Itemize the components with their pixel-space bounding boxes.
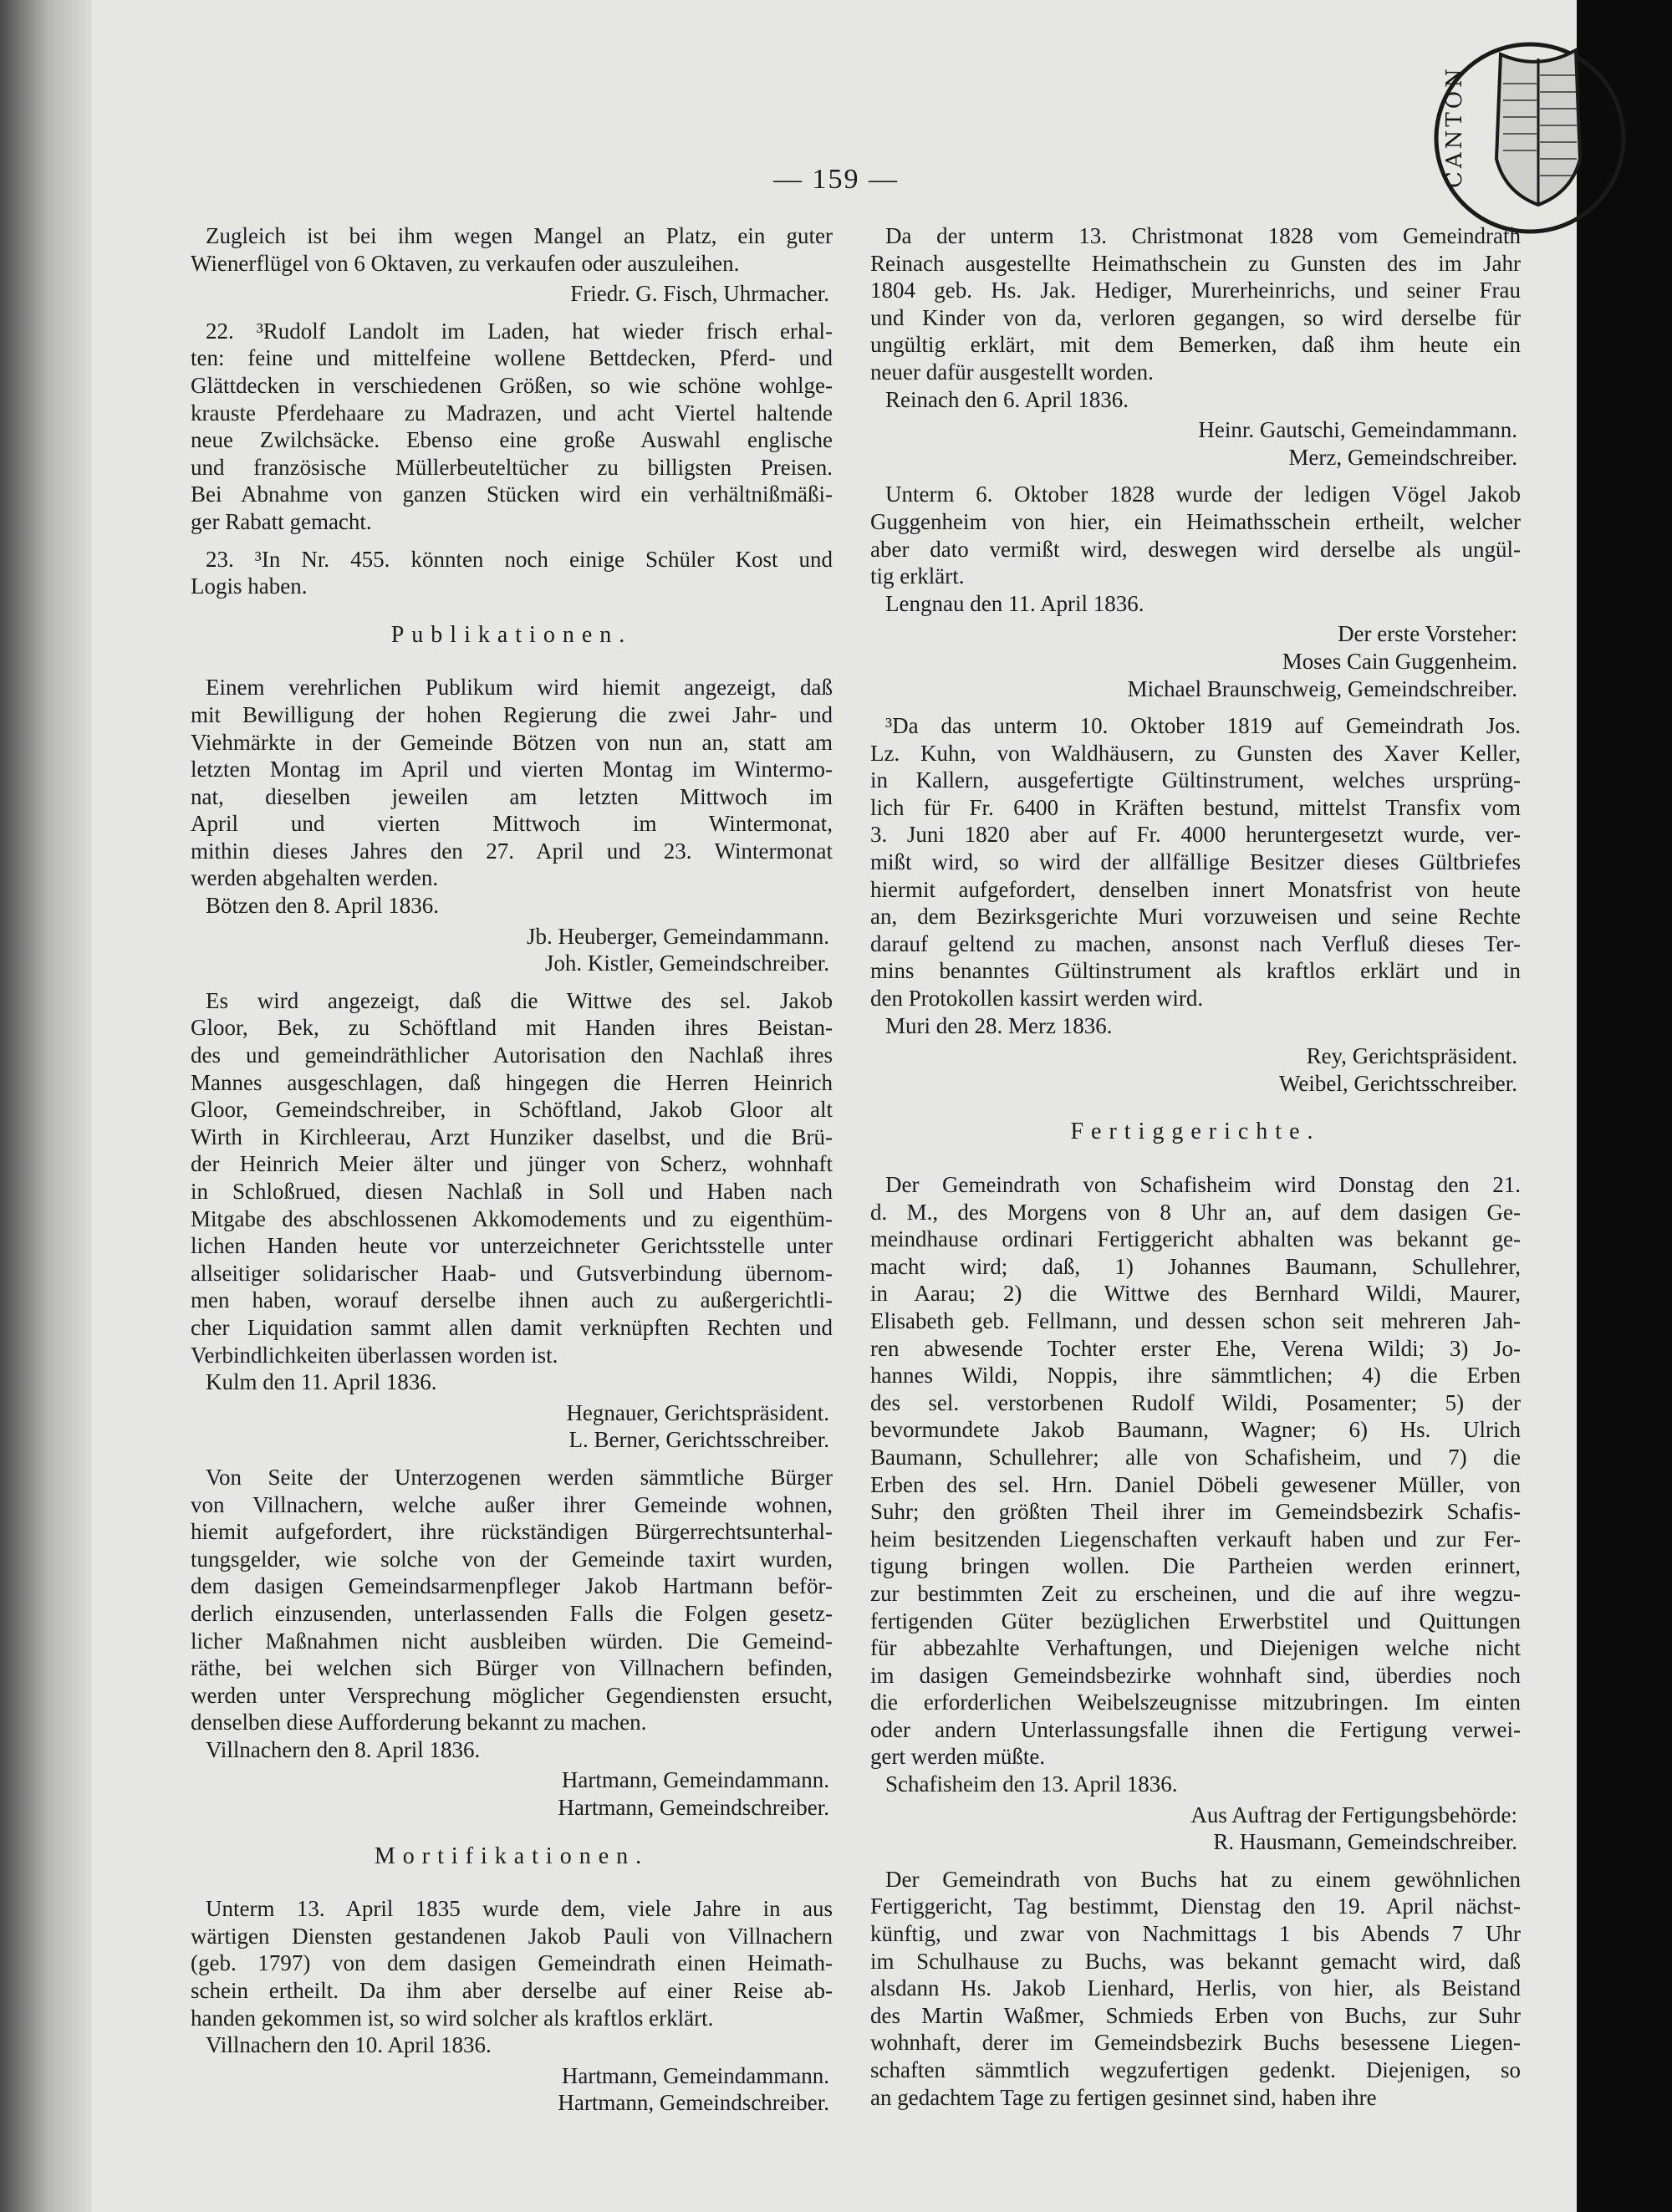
notice-paragraph [191, 1464, 833, 1764]
text-line: Viehmärkte in der Gemeinde Bötzen von nun an, statt am [191, 729, 833, 755]
notice-paragraph [191, 222, 833, 277]
text-line: cher Liquidation sammt allen damit verknüpften Rechten und [191, 1314, 833, 1340]
signature-block [870, 416, 1521, 471]
text-line: in Kallern, ausgefertigte Gültinstrument, welches ursprüng- [870, 767, 1521, 793]
notice-paragraph [191, 546, 833, 600]
book-binding-gutter [0, 0, 92, 2212]
text-line: künftig, und zwar von Nachmittags 1 bis Abends 7 Uhr [870, 1921, 1521, 1947]
text-line: bevormundete Jakob Baumann, Wagner; 6) Hs. Ulrich [870, 1417, 1521, 1443]
text-line: neuer dafür ausgestellt worden. [870, 359, 1154, 385]
left-column [191, 222, 833, 2117]
text-line: Erben des sel. Hrn. Daniel Döbeli gewesener Müller, von [870, 1471, 1521, 1497]
svg-text:CANTON: CANTON [1442, 65, 1467, 188]
text-line: Logis haben. [191, 573, 308, 599]
text-line: mißt wird, so wird der allfällige Besitzer dieses Gültbriefes [870, 849, 1521, 875]
notice-paragraph [191, 987, 833, 1396]
text-line: Der Gemeindrath von Buchs hat zu einem gewöhnlichen [885, 1866, 1521, 1892]
text-line: und französische Müllerbeuteltücher zu billigsten Preisen. [191, 454, 833, 480]
text-line: licher Maßnahmen nicht ausbleiben würden. Die Gemeind- [191, 1628, 833, 1654]
text-line: krauste Pferdehaare zu Madrazen, und acht Viertel haltende [191, 400, 833, 426]
text-line: Verbindlichkeiten überlassen worden ist. [191, 1342, 558, 1368]
text-line: Fertiggericht, Tag bestimmt, Dienstag den 19. April nächst- [870, 1893, 1521, 1919]
text-line: mins benanntes Gültinstrument als kraftlos erklärt und in [870, 958, 1521, 984]
text-line: fertigenden Güter bezüglichen Erwerbstitel und Quittungen [870, 1608, 1521, 1634]
text-line: Elisabeth geb. Fellmann, und dessen schon seit mehreren Jah- [870, 1307, 1521, 1333]
text-line: meindhause ordinari Fertiggericht abhalten was bekannt ge- [870, 1226, 1521, 1252]
text-line: aber dato vermißt wird, deswegen wird derselbe als ungül- [870, 536, 1521, 562]
place-date-line: Bötzen den 8. April 1836. [206, 893, 439, 919]
text-line: tigung bringen wollen. Die Partheien werden erinnert, [870, 1553, 1521, 1579]
signature-block [870, 1802, 1521, 1856]
heading-text: Publikationen. [390, 621, 633, 648]
section-heading [870, 1119, 1521, 1146]
signature-block [191, 2062, 833, 2117]
section-heading [191, 622, 833, 650]
notice-paragraph [191, 318, 833, 536]
text-line: wohnhaft, derer im Gemeindsbezirk Buchs besessene Liegen- [870, 2030, 1521, 2056]
text-line: Baumann, Schullehrer; alle von Schafisheim, und 7) die [870, 1444, 1521, 1470]
text-line: für abbezahlte Verhaftungen, und Diejenigen welche nicht [870, 1635, 1521, 1661]
signature-block [870, 620, 1521, 702]
notice-paragraph [870, 1171, 1521, 1798]
text-line: Reinach ausgestellte Heimathschein zu Gunsten des im Jahr [870, 250, 1521, 276]
signature-line: Merz, Gemeindschreiber. [1288, 444, 1517, 470]
text-line: darauf geltend zu machen, ansonst nach Verfluß dieses Ter- [870, 930, 1521, 956]
canton-seal-stamp [1413, 33, 1630, 251]
place-date-line: Villnachern den 8. April 1836. [206, 1736, 481, 1762]
text-line: April und vierten Mittwoch im Wintermonat, [191, 811, 833, 837]
text-line: in Schloßrued, diesen Nachlaß in Soll und Haben nach [191, 1179, 833, 1204]
signature-line: Moses Cain Guggenheim. [1282, 648, 1517, 674]
text-line: Es wird angezeigt, daß die Wittwe des sel. Jakob [206, 987, 833, 1013]
section-heading [191, 1843, 833, 1871]
signature-block [870, 1042, 1521, 1097]
text-line: gert werden müßte. [870, 1744, 1046, 1770]
place-date-line: Lengnau den 11. April 1836. [885, 590, 1144, 616]
signature-block [191, 1766, 833, 1821]
text-line: Wienerflügel von 6 Oktaven, zu verkaufen oder auszuleihen. [191, 250, 740, 276]
text-line: an gedachtem Tage zu fertigen gesinnet sind, haben ihre [870, 2084, 1377, 2110]
text-line: die erforderlichen Weibelszeugnisse mitzubringen. Im einten [870, 1690, 1521, 1715]
heading-text: Mortifikationen. [374, 1842, 650, 1869]
signature-line: Hartmann, Gemeindammann. [561, 1767, 829, 1793]
text-line: Einem verehrlichen Publikum wird hiemit angezeigt, daß [206, 675, 833, 701]
text-line: ten: feine und mittelfeine wollene Bettdecken, Pferd- und [191, 345, 833, 371]
signature-line: Der erste Vorsteher: [1338, 621, 1517, 647]
signature-line: Heinr. Gautschi, Gemeindammann. [1198, 417, 1517, 443]
text-line: schaften sämmtlich wegzufertigen gedenkt. Diejenigen, so [870, 2057, 1521, 2082]
text-line: räthe, bei welchen sich Bürger von Villnachern befinden, [191, 1655, 833, 1681]
text-line: denselben diese Aufforderung bekannt zu machen. [191, 1710, 647, 1735]
signature-line: Michael Braunschweig, Gemeindschreiber. [1127, 675, 1517, 701]
text-line: hannes Wildi, Noppis, ihre sämmtlichen; 4) die Erben [870, 1363, 1521, 1389]
text-line: 23. ³In Nr. 455. könnten noch einige Schüler Kost und [206, 546, 833, 572]
place-date-line: Schafisheim den 13. April 1836. [885, 1771, 1178, 1797]
text-line: Von Seite der Unterzogenen werden sämmtliche Bürger [206, 1464, 833, 1490]
text-line: zur bestimmten Zeit zu erscheinen, und die auf ihre wegzu- [870, 1580, 1521, 1606]
signature-line: Friedr. G. Fisch, Uhrmacher. [570, 281, 829, 307]
text-line: Guggenheim von hier, ein Heimathsschein ertheilt, welcher [870, 508, 1521, 534]
text-line: oder andern Unterlassungsfalle ihnen die Fertigung verwei- [870, 1716, 1521, 1742]
text-line: der Heinrich Meier älter und jünger von Scherz, wohnhaft [191, 1151, 833, 1177]
text-line: Unterm 6. Oktober 1828 wurde der ledigen Vögel Jakob [885, 482, 1521, 507]
text-line: macht wird; daß, 1) Johannes Baumann, Schullehrer, [870, 1253, 1521, 1279]
signature-line: Hartmann, Gemeindammann. [561, 2062, 829, 2088]
place-date-line: Villnachern den 10. April 1836. [206, 2032, 492, 2058]
text-line: im Schulhause zu Buchs, was bekannt gemacht wird, daß [870, 1948, 1521, 1974]
text-line: 1804 geb. Hs. Jak. Hediger, Murerheinrichs, und seiner Frau [870, 278, 1521, 303]
text-line: mithin dieses Jahres den 27. April und 23. Wintermonat [191, 838, 833, 864]
text-line: nat, dieselben jeweilen am letzten Mittwoch im [191, 783, 833, 809]
signature-block [191, 280, 833, 308]
scan-edge-band [1577, 0, 1672, 2212]
text-line: tig erklärt. [870, 563, 965, 589]
text-line: derlich einzusenden, unterlassenden Falls die Folgen gesetz- [191, 1600, 833, 1626]
text-line: ger Rabatt gemacht. [191, 508, 372, 534]
text-line: alsdann Hs. Jakob Lienhard, Herlis, von hier, als Beistand [870, 1975, 1521, 2001]
signature-line: Hegnauer, Gerichtspräsident. [566, 1399, 829, 1425]
notice-paragraph [870, 1866, 1521, 2111]
text-line: Mitgabe des abschlossenen Akkomodements und zu eigenthüm- [191, 1205, 833, 1231]
text-line: tungsgelder, wie solche von der Gemeinde taxirt wurden, [191, 1546, 833, 1572]
text-line: hiemit aufgefordert, ihre rückständigen Bürgerrechtsunterhal- [191, 1519, 833, 1545]
text-line: ungültig erklärt, mit dem Bemerken, daß ihm heute ein [870, 332, 1521, 358]
text-line: Da der unterm 13. Christmonat 1828 vom Gemeindrath [885, 223, 1521, 248]
text-line: Zugleich ist bei ihm wegen Mangel an Platz, ein guter [206, 223, 833, 248]
notice-paragraph [191, 1895, 833, 2059]
text-line: ren abwesende Tochter erster Ehe, Verena Wildi; 3) Jo- [870, 1335, 1521, 1361]
signature-line: Joh. Kistler, Gemeindschreiber. [544, 951, 829, 976]
text-line: den Protokollen kassirt werden wird. [870, 986, 1204, 1012]
signature-line: Jb. Heuberger, Gemeindammann. [526, 923, 829, 949]
place-date-line: Kulm den 11. April 1836. [206, 1369, 437, 1395]
text-line: des Martin Waßmer, Schmieds Erben von Buchs, zur Suhr [870, 2002, 1521, 2028]
heading-text: Fertiggerichte. [1070, 1119, 1321, 1145]
text-line: hiermit aufgefordert, denselben innert Monatsfrist von heute [870, 876, 1521, 902]
place-date-line: Muri den 28. Merz 1836. [885, 1012, 1113, 1038]
signature-line: Hartmann, Gemeindschreiber. [558, 1795, 829, 1821]
signature-line: Rey, Gerichtspräsident. [1306, 1043, 1517, 1069]
text-line: Gloor, Bek, zu Schöftland mit Handen ihres Beistan- [191, 1015, 833, 1041]
text-line: des und gemeindräthlicher Autorisation den Nachlaß ihres [191, 1042, 833, 1068]
text-line: Lz. Kuhn, von Waldhäusern, zu Gunsten des Xaver Keller, [870, 740, 1521, 766]
text-line: schein ertheilt. Da ihm aber derselbe auf einer Reise ab- [191, 1978, 833, 2004]
signature-line: L. Berner, Gerichtsschreiber. [568, 1427, 829, 1453]
text-line: ³Da das unterm 10. Oktober 1819 auf Gemeindrath Jos. [885, 713, 1521, 739]
text-line: (geb. 1797) von dem dasigen Gemeindrath einen Heimath- [191, 1950, 833, 1976]
text-line: Wirth in Kirchleerau, Arzt Hunziker daselbst, und die Brü- [191, 1124, 833, 1149]
text-line: heim besitzenden Liegenschaften verkauft haben und zur Fer- [870, 1526, 1521, 1552]
text-line: Glättdecken in verschiedenen Größen, so wie schöne wohlge- [191, 372, 833, 398]
text-line: Unterm 13. April 1835 wurde dem, viele Jahre in aus [206, 1896, 833, 1922]
text-line: Bei Abnahme von ganzen Stücken wird ein verhältnißmäßi- [191, 482, 833, 507]
text-line: lich für Fr. 6400 in Kräften bestund, mittelst Transfix vom [870, 794, 1521, 820]
text-line: Mannes ausgeschlagen, daß hingegen die Herren Heinrich [191, 1069, 833, 1095]
signature-line: R. Hausmann, Gemeindschreiber. [1213, 1829, 1517, 1855]
text-line: lichen Handen heute vor unterzeichneter Gerichtsstelle unter [191, 1233, 833, 1259]
notice-paragraph [870, 712, 1521, 1039]
text-line: werden unter Versprechung möglicher Gegendiensten ersucht, [191, 1682, 833, 1708]
notice-paragraph [870, 481, 1521, 617]
text-line: und Kinder von da, verloren gegangen, so wird derselbe für [870, 304, 1521, 330]
text-line: allseitiger solidarischer Haab- und Gutsverbindung übernom- [191, 1260, 833, 1286]
text-line: Der Gemeindrath von Schafisheim wird Donstag den 21. [885, 1172, 1521, 1197]
text-line: in Aarau; 2) die Wittwe des Bernhard Wildi, Maurer, [870, 1281, 1521, 1307]
signature-block [191, 1399, 833, 1454]
text-line: werden abgehalten werden. [191, 865, 439, 891]
text-line: letzten Montag im April und vierten Montag im Wintermo- [191, 757, 833, 782]
text-line: Gloor, Gemeindschreiber, in Schöftland, Jakob Gloor alt [191, 1097, 833, 1123]
page-number: — 159 — [773, 164, 899, 195]
text-line: des sel. verstorbenen Rudolf Wildi, Posamenter; 5) der [870, 1389, 1521, 1415]
notice-paragraph [191, 674, 833, 919]
text-line: neue Zwilchsäcke. Ebenso eine große Auswahl englische [191, 427, 833, 453]
text-line: im dasigen Gemeindsbezirke wohnhaft sind, überdies noch [870, 1662, 1521, 1688]
text-line: wärtigen Diensten gestandenen Jakob Pauli von Villnachern [191, 1923, 833, 1949]
text-line: mit Bewilligung der hohen Regierung die zwei Jahr- und [191, 701, 833, 727]
text-line: Suhr; den größten Theil ihrer im Gemeindsbezirk Schafis- [870, 1499, 1521, 1525]
signature-line: Aus Auftrag der Fertigungsbehörde: [1190, 1802, 1517, 1827]
signature-line: Weibel, Gerichtsschreiber. [1279, 1070, 1517, 1096]
notice-paragraph [870, 222, 1521, 413]
text-line: 3. Juni 1820 aber auf Fr. 4000 heruntergesetzt wurde, ver- [870, 822, 1521, 848]
right-column [870, 222, 1521, 2111]
text-line: 22. ³Rudolf Landolt im Laden, hat wieder frisch erhal- [206, 318, 833, 344]
text-line: von Villnachern, welche außer ihrer Gemeinde wohnen, [191, 1491, 833, 1517]
text-line: men haben, worauf derselbe ihnen auch zu außergerichtli- [191, 1287, 833, 1313]
signature-line: Hartmann, Gemeindschreiber. [558, 2090, 829, 2116]
place-date-line: Reinach den 6. April 1836. [885, 386, 1129, 412]
text-line: handen gekommen ist, so wird solcher als kraftlos erklärt. [191, 2005, 714, 2031]
signature-block [191, 923, 833, 977]
text-line: dem dasigen Gemeindsarmenpfleger Jakob Hartmann beför- [191, 1573, 833, 1599]
text-line: d. M., des Morgens von 8 Uhr an, auf dem dasigen Ge- [870, 1199, 1521, 1225]
text-line: an, dem Bezirksgerichte Muri vorzuweisen und seine Rechte [870, 904, 1521, 930]
